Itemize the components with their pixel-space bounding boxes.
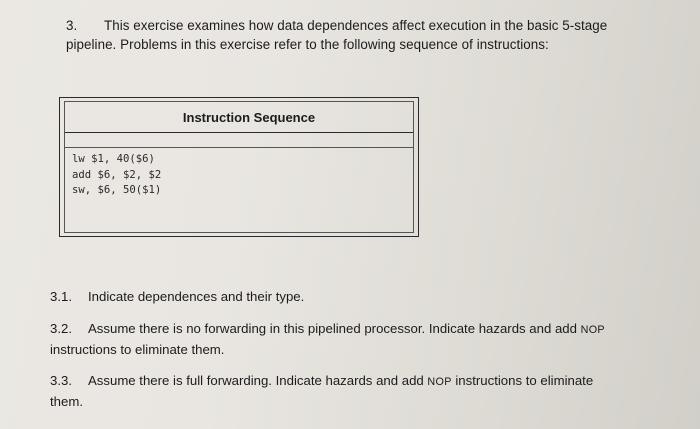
exercise-intro-line2: pipeline. Problems in this exercise refer to the following sequence of instructions: bbox=[66, 37, 549, 52]
question-number: 3.2. bbox=[50, 321, 72, 336]
nop-keyword: NOP bbox=[580, 324, 605, 336]
instruction-table-inner bbox=[64, 101, 414, 233]
question-text: Assume there is no forwarding in this pipelined processor. Indicate hazards and add bbox=[88, 321, 577, 336]
question-number: 3.1. bbox=[50, 289, 72, 304]
code-line: lw $1, 40($6) bbox=[72, 153, 155, 165]
question-3-3 bbox=[50, 371, 650, 411]
question-text: Assume there is full forwarding. Indicate hazards and add bbox=[88, 373, 424, 388]
question-3-1 bbox=[50, 287, 650, 306]
instruction-code bbox=[72, 152, 161, 199]
question-3-2 bbox=[50, 319, 650, 359]
nop-keyword: NOP bbox=[427, 376, 452, 388]
question-text-line2: instructions to eliminate them. bbox=[50, 342, 225, 357]
question-text-after: instructions to eliminate bbox=[455, 373, 594, 388]
code-line: sw, $6, 50($1) bbox=[72, 184, 162, 196]
exercise-intro-text1: This exercise examines how data dependences affect execution in the basic 5-stage bbox=[104, 18, 608, 33]
exercise-intro-line1 bbox=[66, 16, 646, 35]
exercise-intro bbox=[66, 16, 646, 54]
question-text: Indicate dependences and their type. bbox=[88, 289, 305, 304]
code-line: add $6, $2, $2 bbox=[72, 168, 162, 181]
question-number: 3.3. bbox=[50, 373, 72, 388]
exercise-number: 3. bbox=[66, 18, 78, 33]
instruction-table-divider bbox=[65, 133, 413, 148]
question-text-line2: them. bbox=[50, 394, 83, 409]
instruction-table bbox=[59, 97, 419, 237]
instruction-table-header: Instruction Sequence bbox=[65, 102, 413, 133]
